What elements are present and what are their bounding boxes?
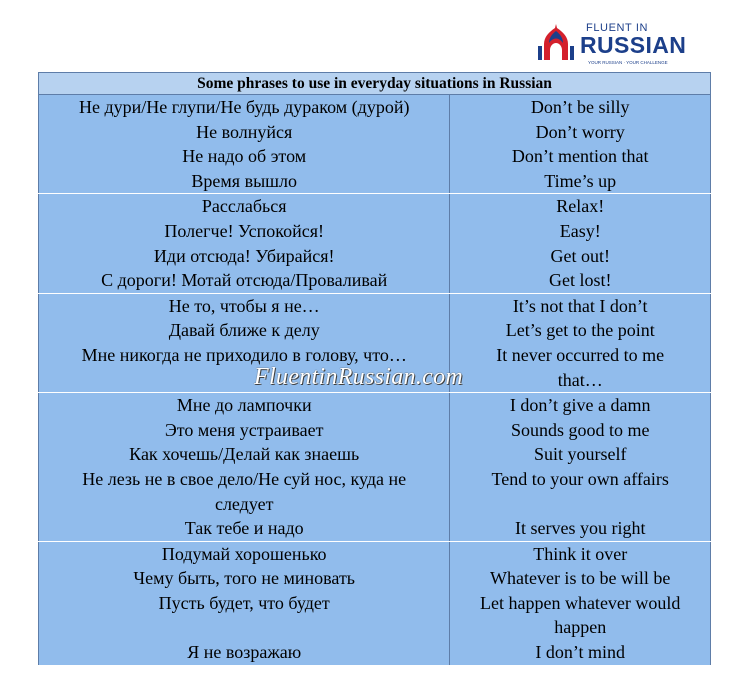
russian-phrase: Это меня устраивает [164,419,324,440]
russian-phrase: Пусть будет, что будет [158,592,330,613]
russian-phrases-cell [39,393,450,542]
english-translation: I don’t mind [535,642,626,663]
russian-phrase: Не дури/Не глупи/Не будь дураком (дурой) [78,97,410,117]
english-translation: Sounds good to me [510,419,650,440]
logo-line-2: RUSSIAN [580,32,687,58]
russian-phrase: Так тебе и надо [184,518,304,539]
english-translation: Relax! [556,196,605,217]
english-translation: Get out! [550,245,610,266]
english-translation: Think it over [533,543,628,564]
phrase-group-row [39,194,711,293]
russian-phrase: С дороги! Мотай отсюда/Проваливай [101,270,388,291]
english-translation: that… [557,369,603,390]
watermark-text: FluentinRussian.com [254,364,464,390]
russian-phrase: Как хочешь/Делай как знаешь [129,444,360,465]
russian-phrase: Мне до лампочки [176,395,312,416]
russian-phrase: Подумай хорошенько [161,543,327,564]
english-phrases-cell [450,393,711,542]
logo-tagline: YOUR RUSSIAN · YOUR CHALLENGE [588,60,668,65]
english-translation: Suit yourself [533,444,627,465]
english-translation: Get lost! [548,270,612,291]
russian-phrase: Не то, чтобы я не… [168,295,320,316]
english-translation: Easy! [559,220,601,241]
russian-phrase: Иди отсюда! Убирайся! [153,245,335,266]
russian-phrase: Полегче! Успокойся! [164,220,324,241]
russian-phrase: Время вышло [191,170,298,191]
english-phrases-cell [450,95,711,194]
phrase-group-row [39,95,711,194]
russian-phrase: следует [214,493,274,514]
english-translation: Tend to your own affairs [491,468,669,489]
phrase-group-row [39,541,711,665]
table-title: Some phrases to use in everyday situations in Russian [39,73,711,95]
russian-phrases-cell [39,95,450,194]
logo-line-1: FLUENT IN [586,22,649,34]
phrase-group-row [39,393,711,542]
english-translation [450,492,710,517]
english-translation: I don’t give a damn [509,395,651,416]
english-phrases-cell [450,541,711,665]
russian-phrase [39,615,449,640]
russian-phrases-cell [39,541,450,665]
russian-phrase: Не лезь не в свое дело/Не суй нос, куда не [82,468,407,489]
english-translation: It’s not that I don’t [512,295,648,316]
russian-phrase: Мне никогда не приходило в голову, что… [81,344,407,365]
russian-phrase: Чему быть, того не миновать [133,568,356,589]
english-translation: Let happen whatever would [479,592,681,613]
english-translation: It never occurred to me [496,344,665,365]
english-translation: happen [554,617,607,638]
table-header-row [39,73,711,95]
english-translation: It serves you right [514,518,646,539]
russian-phrases-cell [39,194,450,293]
english-translation: Don’t be silly [530,97,630,117]
english-phrases-cell [450,194,711,293]
english-translation: Don’t mention that [511,146,649,167]
russian-phrase: Не волнуйся [196,121,293,142]
english-translation: Let’s get to the point [505,320,655,341]
russian-phrase: Не надо об этом [182,146,307,167]
brand-logo [536,22,687,66]
onion-dome-icon [536,22,576,62]
russian-phrase: Давай ближе к делу [168,320,320,341]
russian-phrase: Расслабься [201,196,287,217]
english-translation: Don’t worry [535,121,625,142]
english-translation: Time’s up [544,170,617,191]
english-phrases-cell [450,293,711,392]
russian-phrase: Я не возражаю [187,642,302,663]
english-translation: Whatever is to be will be [489,568,671,589]
